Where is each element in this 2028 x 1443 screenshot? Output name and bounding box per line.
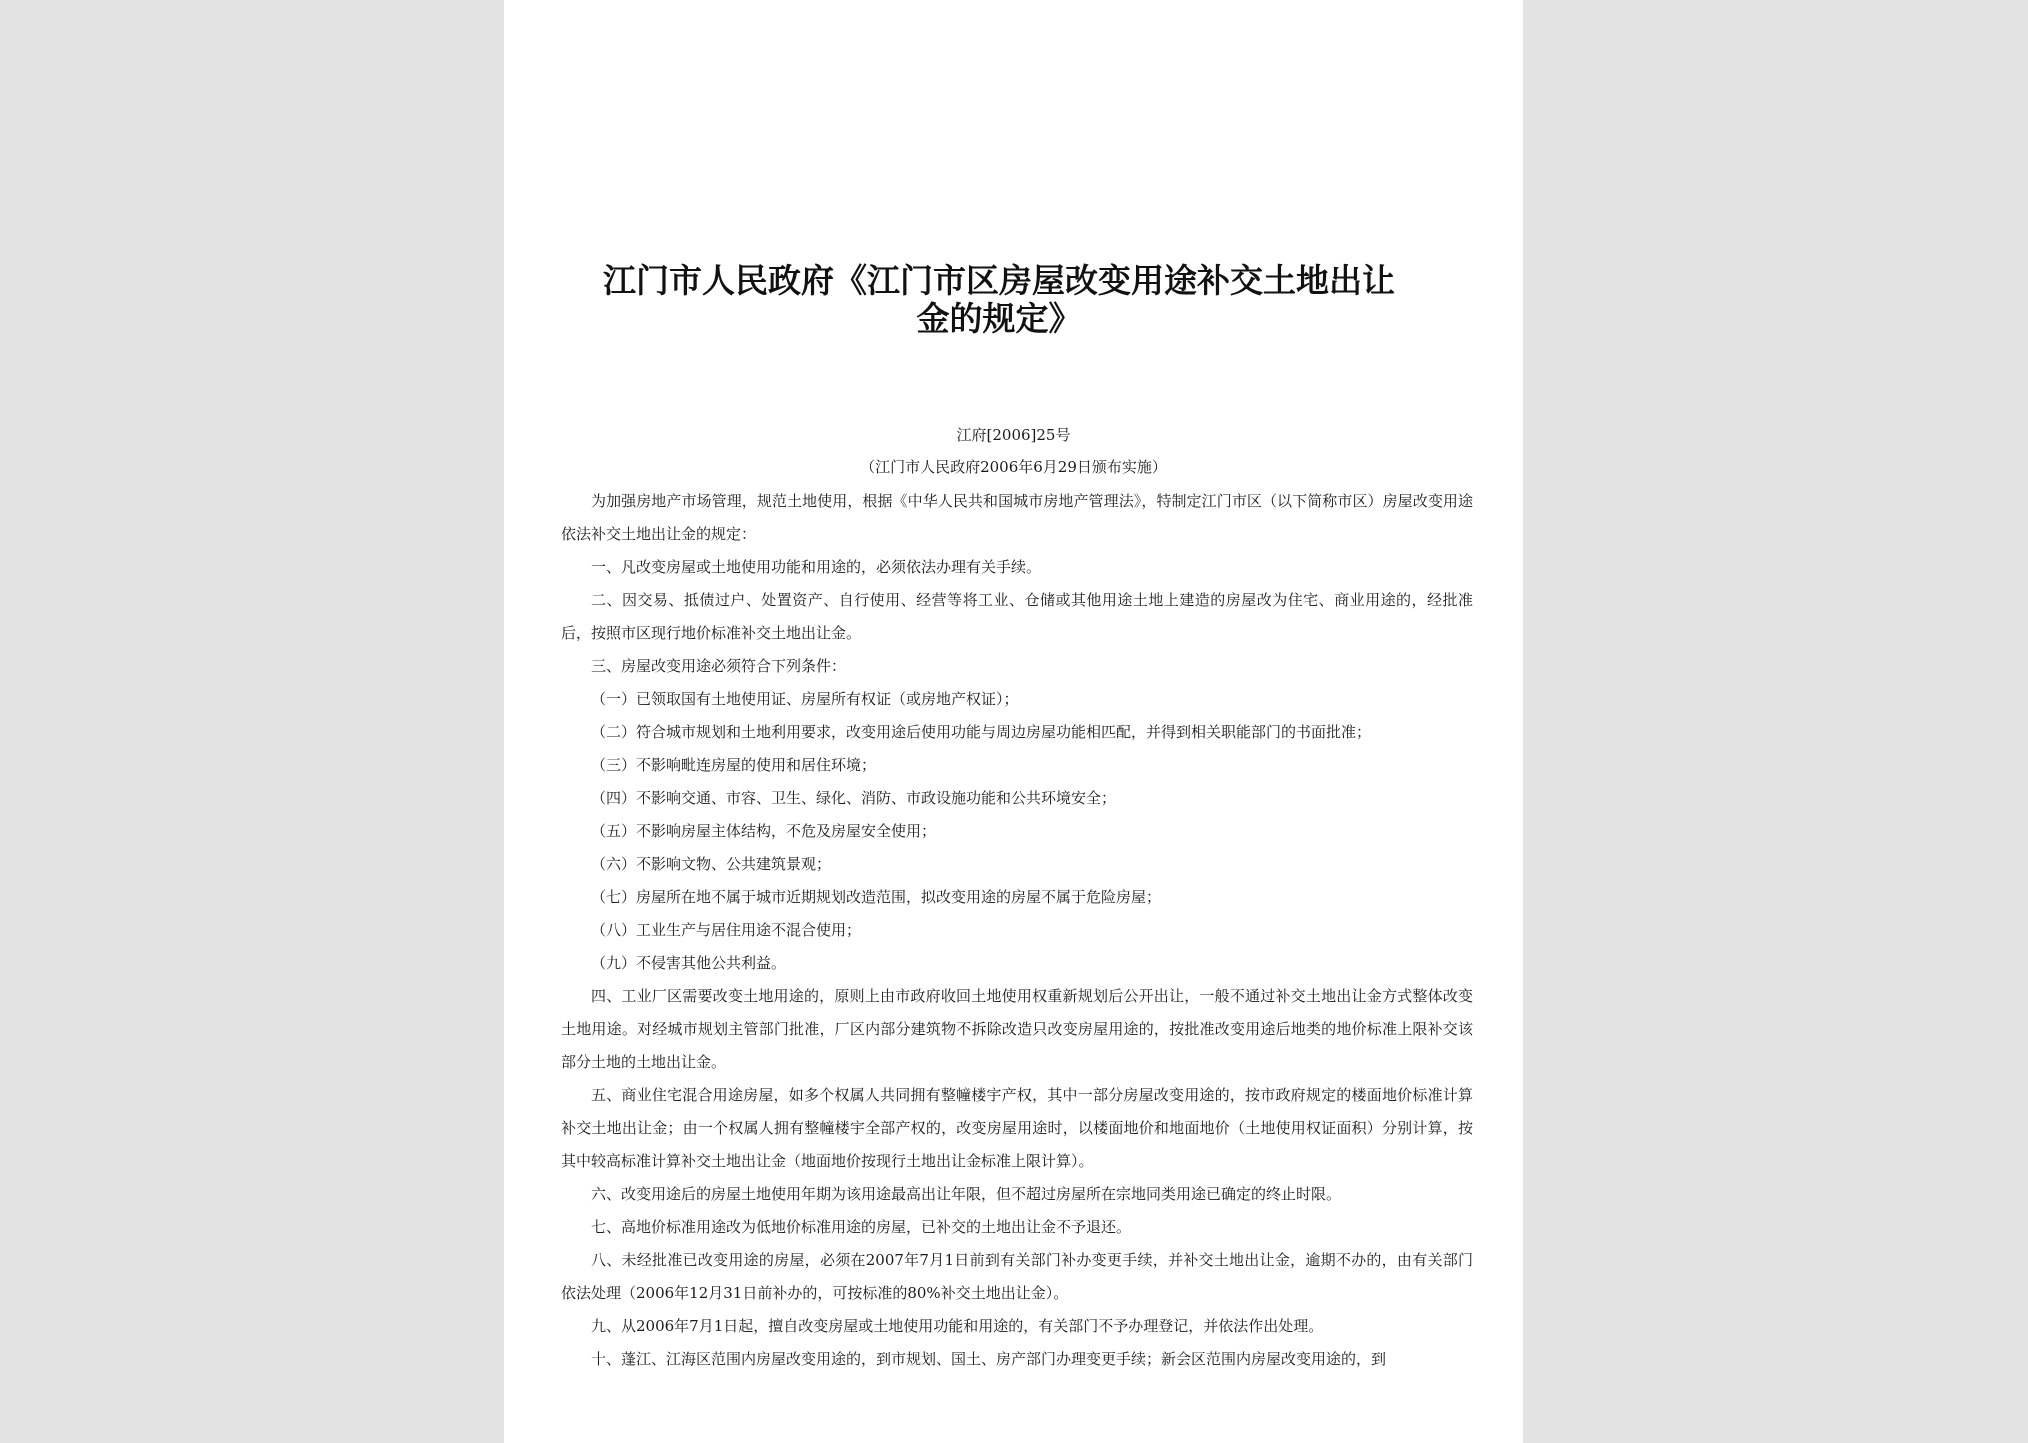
condition-2: （二）符合城市规划和土地利用要求，改变用途后使用功能与周边房屋功能相匹配，并得到相关职能部门的书面批准；: [591, 723, 1372, 741]
document-page: [504, 0, 1523, 1443]
article-3: 三、房屋改变用途必须符合下列条件：: [591, 657, 847, 675]
condition-3: （三）不影响毗连房屋的使用和居住环境；: [591, 756, 877, 774]
condition-8: （八）工业生产与居住用途不混合使用；: [591, 921, 862, 939]
article-7: 七、高地价标准用途改为低地价标准用途的房屋，已补交的土地出让金不予退还。: [591, 1218, 1132, 1236]
condition-7: （七）房屋所在地不属于城市近期规划改造范围，拟改变用途的房屋不属于危险房屋；: [591, 888, 1162, 906]
issued-note: （江门市人民政府2006年6月29日颁布实施）: [860, 458, 1167, 476]
condition-5: （五）不影响房屋主体结构，不危及房屋安全使用；: [591, 822, 937, 840]
page-title: 江门市人民政府《江门市区房屋改变用途补交土地出让金的规定》: [603, 261, 1395, 338]
article-6: 六、改变用途后的房屋土地使用年期为该用途最高出让年限，但不超过房屋所在宗地同类用途已确定的终止时限。: [591, 1185, 1342, 1203]
article-2: 二、因交易、抵债过户、处置资产、自行使用、经营等将工业、仓储或其他用途土地上建造的房屋改为住宅、商业用途的，经批准后，按照市区现行地价标准补交土地出让金。: [561, 591, 1473, 642]
condition-9: （九）不侵害其他公共利益。: [591, 954, 787, 972]
condition-1: （一）已领取国有土地使用证、房屋所有权证（或房地产权证）；: [591, 690, 1019, 708]
document-number: 江府[2006]25号: [956, 426, 1071, 444]
condition-4: （四）不影响交通、市容、卫生、绿化、消防、市政设施功能和公共环境安全；: [591, 789, 1117, 807]
article-8: 八、未经批准已改变用途的房屋，必须在2007年7月1日前到有关部门补办变更手续，并补交土地出让金，逾期不办的，由有关部门依法处理（2006年12月31日前补办的，可按标准的80%补交土地出让金）。: [561, 1251, 1473, 1302]
article-9: 九、从2006年7月1日起，擅自改变房屋或土地使用功能和用途的，有关部门不予办理登记，并依法作出处理。: [591, 1317, 1324, 1335]
article-4: 四、工业厂区需要改变土地用途的，原则上由市政府收回土地使用权重新规划后公开出让，一般不通过补交土地出让金方式整体改变土地用途。对经城市规划主管部门批准，厂区内部分建筑物不拆除改造只改变房屋用途的，按批准改变用途后地类的地价标准上限补交该部分土地的土地出让金。: [561, 987, 1473, 1071]
article-10: 十、蓬江、江海区范围内房屋改变用途的，到市规划、国土、房产部门办理变更手续；新会区范围内房屋改变用途的，到: [591, 1350, 1387, 1368]
document-body: [561, 485, 1473, 1376]
article-1: 一、凡改变房屋或土地使用功能和用途的，必须依法办理有关手续。: [591, 558, 1042, 576]
condition-6: （六）不影响文物、公共建筑景观；: [591, 855, 832, 873]
preamble-paragraph: 为加强房地产市场管理，规范土地使用，根据《中华人民共和国城市房地产管理法》，特制定江门市区（以下简称市区）房屋改变用途依法补交土地出让金的规定：: [561, 492, 1473, 543]
article-5: 五、商业住宅混合用途房屋，如多个权属人共同拥有整幢楼宇产权，其中一部分房屋改变用途的，按市政府规定的楼面地价标准计算补交土地出让金；由一个权属人拥有整幢楼宇全部产权的，改变房屋用途时，以楼面地价和地面地价（土地使用权证面积）分别计算，按其中较高标准计算补交土地出让金（地面地价按现行土地出让金标准上限计算）。: [561, 1086, 1473, 1170]
